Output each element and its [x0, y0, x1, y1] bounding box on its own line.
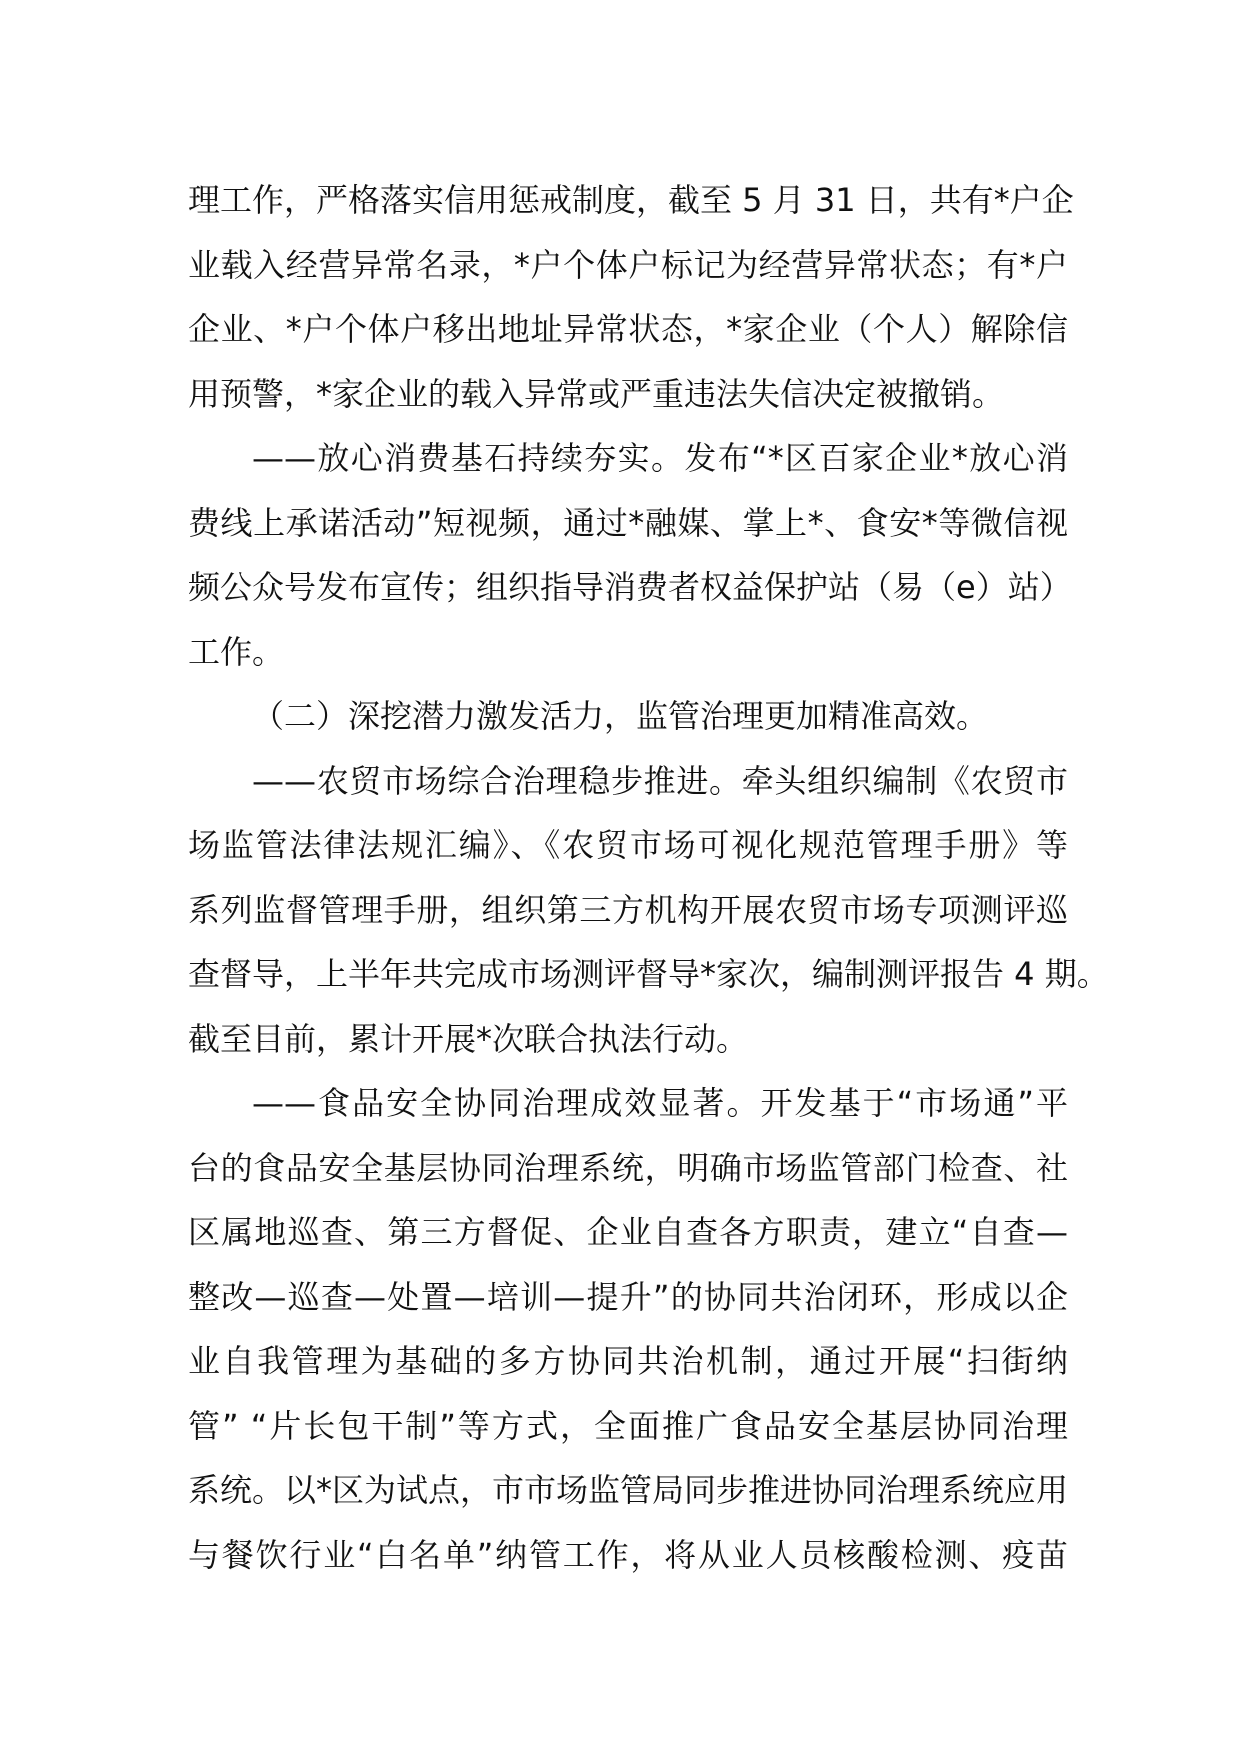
text-line: 台的食品安全基层协同治理系统，明确市场监管部门检查、社 [188, 1148, 1068, 1187]
text-line: 整改—巡查—处置—培训—提升”的协同共治闭环，形成以企 [188, 1277, 1068, 1316]
text-line: 用预警，*家企业的载入异常或严重违法失信决定被撤销。 [188, 374, 1005, 413]
text-line: 与餐饮行业“白名单”纳管工作，将从业人员核酸检测、疫苗 [188, 1535, 1068, 1574]
text-line: 查督导，上半年共完成市场测评督导*家次，编制测评报告 4 期。 [188, 955, 1109, 993]
document-body [188, 168, 1109, 1587]
text-line: 业载入经营异常名录，*户个体户标记为经营异常状态；有*户 [188, 245, 1068, 284]
text-line: ——放心消费基石持续夯实。发布“*区百家企业*放心消 [252, 439, 1068, 477]
text-line: 管” “片长包干制”等方式，全面推广食品安全基层协同治理 [188, 1406, 1068, 1445]
text-line: 频公众号发布宣传；组织指导消费者权益保护站（易（e）站） [188, 568, 1072, 606]
text-line: 截至目前，累计开展*次联合执法行动。 [188, 1019, 749, 1058]
text-line: ——食品安全协同治理成效显著。开发基于“市场通”平 [252, 1084, 1068, 1122]
text-line: 场监管法律法规汇编》、《农贸市场可视化规范管理手册》等 [188, 826, 1068, 864]
text-line: （二）深挖潜力激发活力，监管治理更加精准高效。 [252, 697, 989, 735]
text-line: 工作。 [188, 632, 285, 671]
text-line: 理工作，严格落实信用惩戒制度，截至 5 月 31 日，共有*户企 [188, 181, 1074, 219]
text-line: 费线上承诺活动”短视频，通过*融媒、掌上*、食安*等微信视 [188, 503, 1068, 542]
text-line: 企业、*户个体户移出地址异常状态，*家企业（个人）解除信 [188, 310, 1068, 348]
text-line: 业自我管理为基础的多方协同共治机制，通过开展“扫街纳 [188, 1342, 1068, 1380]
text-line: 区属地巡查、第三方督促、企业自查各方职责，建立“自查— [188, 1213, 1068, 1251]
text-line: 系列监督管理手册，组织第三方机构开展农贸市场专项测评巡 [188, 890, 1068, 929]
text-line: ——农贸市场综合治理稳步推进。牵头组织编制《农贸市 [252, 761, 1068, 800]
text-line: 系统。以*区为试点，市市场监管局同步推进协同治理系统应用 [188, 1471, 1069, 1509]
